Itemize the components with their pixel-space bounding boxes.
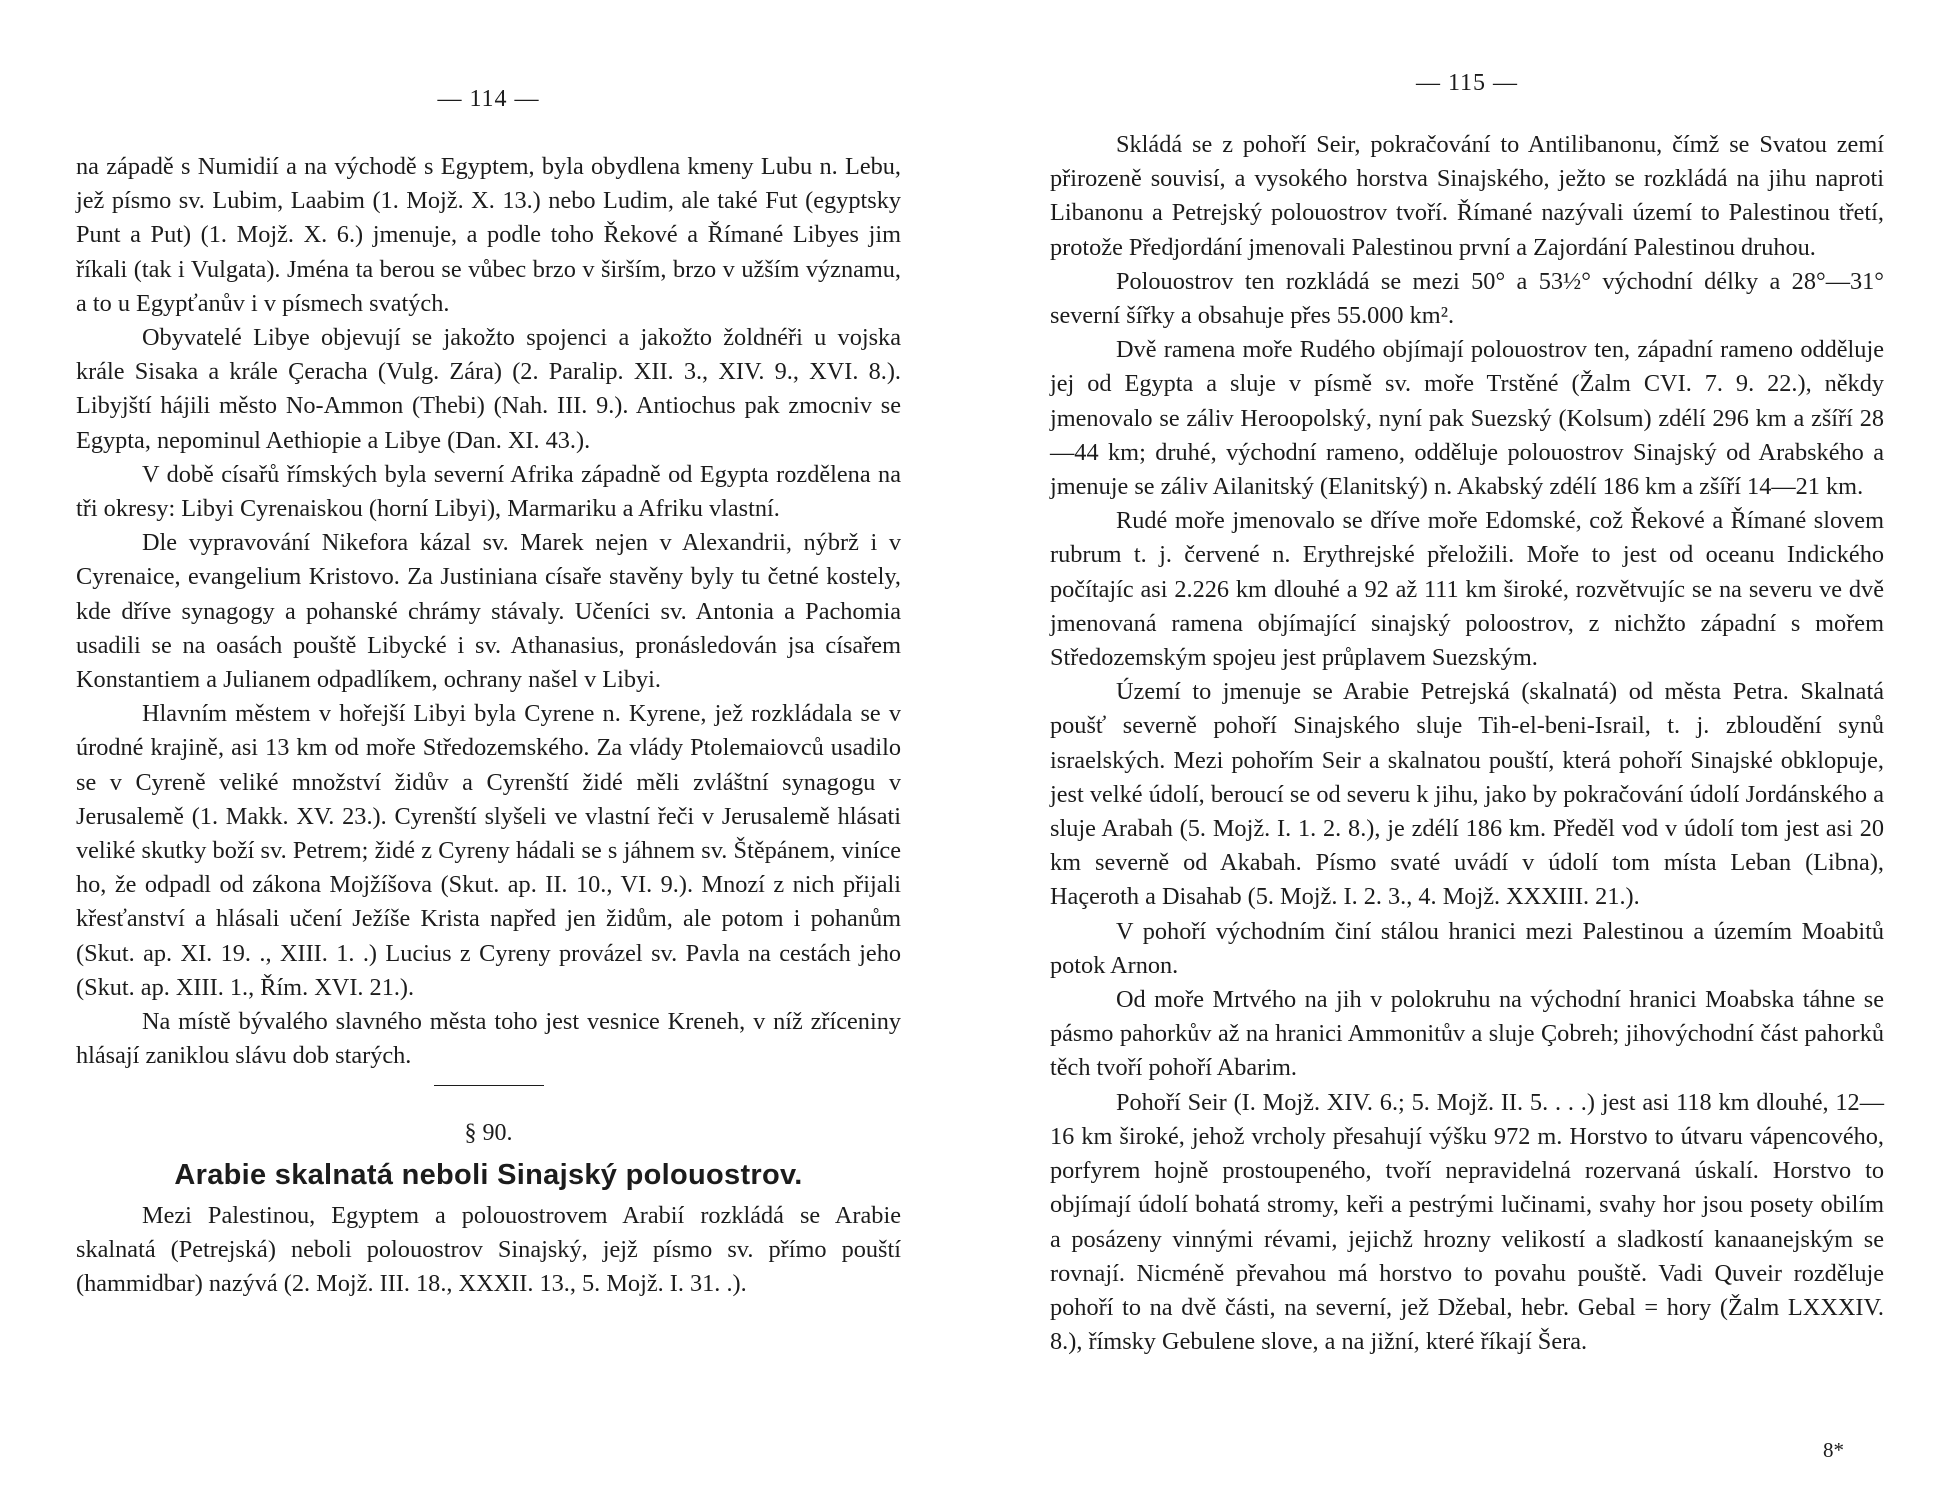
paragraph: na západě s Numidií a na východě s Egyptem, byla obydlena kmeny Lubu n. Lebu, jež písmo sv. Lubim, Laabim (1. Mojž. X. 13.) nebo Ludim, ale také Fut (egyptsky Punt a Put) (1. Mojž. X. 6.) jmenuje, a podle toho Řekové a Římané Libyes jim říkali (tak i Vulgata). Jména ta berou se vůbec brzo v širším, brzo v užším významu, a to u Egypťanův i v písmech svatých.: [76, 153, 901, 317]
paragraph: Obyvatelé Libye objevují se jakožto spojenci a jakožto žoldnéři u vojska krále Sisaka a krále Çeracha (Vulg. Zára) (2. Paralip. XII. 3., XIV. 9., XVI. 8.). Libyjští hájili město No-Ammon (Thebi) (Nah. III. 9.). Antiochus pak zmocniv se Egypta, nepominul Aethiopie a Libye (Dan. XI. 43.).: [76, 324, 901, 454]
paragraph: Polouostrov ten rozkládá se mezi 50° a 53½° východní délky a 28°—31° severní šířky a obsahuje přes 55.000 km².: [1050, 267, 1884, 330]
paragraph: Rudé moře jmenovalo se dříve moře Edomské, což Řekové a Římané slovem rubrum t. j. červené n. Erythrejské přeložili. Moře to jest od oceanu Indického počítajíc asi 2.226 km dlouhé a 92 až 111 km široké, rozvětvujíc se na severu ve dvě jmenovaná ramena objímající sinajský poloostrov, z nichžto západní s mořem Středozemským spojeu jest průplavem Suezským.: [1050, 507, 1884, 672]
paragraph: Od moře Mrtvého na jih v polokruhu na východní hranici Moabska táhne se pásmo pahorkův až na hranici Ammonitův a sluje Çobreh; jihovýchodní část pahorků těch tvoří pohoří Abarim.: [1050, 986, 1884, 1082]
signature-mark: 8*: [1823, 1438, 1844, 1462]
paragraph: V pohoří východním činí stálou hranici mezi Palestinou a územím Moabitů potok Arnon.: [1050, 917, 1884, 979]
section-title: Arabie skalnatá neboli Sinajský polouostrov.: [174, 1158, 803, 1191]
page-number: — 114 —: [437, 86, 540, 112]
section-divider: [434, 1085, 544, 1086]
paragraph: Mezi Palestinou, Egyptem a polouostrovem Arabií rozkládá se Arabie skalnatá (Petrejská) neboli polouostrov Sinajský, jejž písmo sv. přímo pouští (hammidbar) nazývá (2. Mojž. III. 18., XXXII. 13., 5. Mojž. I. 31. .).: [76, 1201, 901, 1298]
paragraph: Dle vypravování Nikefora kázal sv. Marek nejen v Alexandrii, nýbrž i v Cyrenaice, evangelium Kristovo. Za Justiniana císaře stavěny byly tu četné kostely, kde dříve synagogy a pohanské chrámy stávaly. Učeníci sv. Antonia a Pachomia usadili se na oasách pouště Libycké i sv. Athanasius, pronásledován jsa císařem Konstantiem a Julianem odpadlíkem, ochrany našel v Libyi.: [76, 529, 901, 694]
paragraph: Území to jmenuje se Arabie Petrejská (skalnatá) od města Petra. Skalnatá poušť severně pohoří Sinajského sluje Tih-el-beni-Israil, t. j. zbloudění synů israelských. Mezi pohořím Seir a skalnatou pouští, která pohoří Sinajské obklopuje, jest velké údolí, beroucí se od severu k jihu, jako by pokračování údolí Jordánského a sluje Arabah (5. Mojž. I. 1. 2. 8.), je zdélí 186 km. Předěl vod v údolí tom jest asi 20 km severně od Akabah. Písmo svaté uvádí v údolí tom místa Leban (Libna), Haçeroth a Disahab (5. Mojž. I. 2. 3., 4. Mojž. XXXIII. 21.).: [1050, 678, 1884, 911]
section-number: § 90.: [464, 1120, 513, 1147]
paragraph: V době císařů římských byla severní Afrika západně od Egypta rozdělena na tři okresy: Libyi Cyrenaiskou (horní Libyi), Marmariku a Afriku vlastní.: [76, 460, 901, 523]
page-body: [76, 150, 901, 1301]
paragraph: Pohoří Seir (I. Mojž. XIV. 6.; 5. Mojž. II. 5. . . .) jest asi 118 km dlouhé, 12—16 km široké, jehož vrcholy přesahují výšku 972 m. Horstvo to útvaru vápencového, porfyrem hojně prostoupeného, tvoří nepravidelná rozervaná úskalí. Horstvo to objímají údolí bohatá stromy, keři a pestrými lučinami, svahy hor jsou posety obilím a posázeny vinnými révami, jejichž hrozny velikostí a sladkostí kanaanejským se rovnají. Nicméně převahou má horstvo to povahu pouště. Vadi Quveir rozděluje pohoří to na dvě části, na severní, jež Džebal, hebr. Gebal = hory (Žalm LXXXIV. 8.), římsky Gebulene slove, a na jižní, které říkají Šera.: [1050, 1088, 1884, 1356]
paragraph: Skládá se z pohoří Seir, pokračování to Antilibanonu, čímž se Svatou zemí přirozeně souvisí, a vysokého horstva Sinajského, ježto se rozkládá na jihu naproti Libanonu a Petrejský polouostrov tvoří. Římané nazývali území to Palestinou třetí, protože Předjordání jmenovali Palestinou první a Zajordání Palestinou druhou.: [1050, 131, 1884, 261]
page-body: [1050, 128, 1884, 1359]
paragraph: Dvě ramena moře Rudého objímají polouostrov ten, západní rameno odděluje jej od Egypta a sluje v písmě sv. moře Trstěné (Žalm CVI. 7. 9. 22.), někdy jmenovalo se záliv Heroopolský, nyní pak Suezský (Kolsum) zdélí 296 km a zšíří 28—44 km; druhé, východní rameno, odděluje polouostrov Sinajský od Arabského a jmenuje se záliv Ailanitský (Elanitský) n. Akabský zdélí 186 km a zšíří 14—21 km.: [1050, 336, 1884, 501]
page-number: — 115 —: [1415, 70, 1519, 96]
paragraph: Na místě bývalého slavného města toho jest vesnice Kreneh, v níž zříceniny hlásají zaniklou slávu dob starých.: [76, 1008, 901, 1070]
paragraph: Hlavním městem v hořejší Libyi byla Cyrene n. Kyrene, jež rozkládala se v úrodné krajině, asi 13 km od moře Středozemského. Za vlády Ptolemaiovců usadilo se v Cyreně veliké množství židův a Cyrenští židé měli zvláštní synagogu v Jerusalemě (1. Makk. XV. 23.). Cyrenští slyšeli ve vlastní řeči v Jerusalemě hlásati veliké skutky boží sv. Petrem; židé z Cyreny hádali se s jáhnem sv. Štěpánem, viníce ho, že odpadl od zákona Mojžíšova (Skut. ap. II. 10., VI. 9.). Mnozí z nich přijali křesťanství a hlásali učení Ježíše Krista napřed jen židům, ale potom i pohanům (Skut. ap. XI. 19. ., XIII. 1. .) Lucius z Cyreny provázel sv. Pavla na cestách jeho (Skut. ap. XIII. 1., Řím. XVI. 21.).: [76, 700, 901, 1001]
